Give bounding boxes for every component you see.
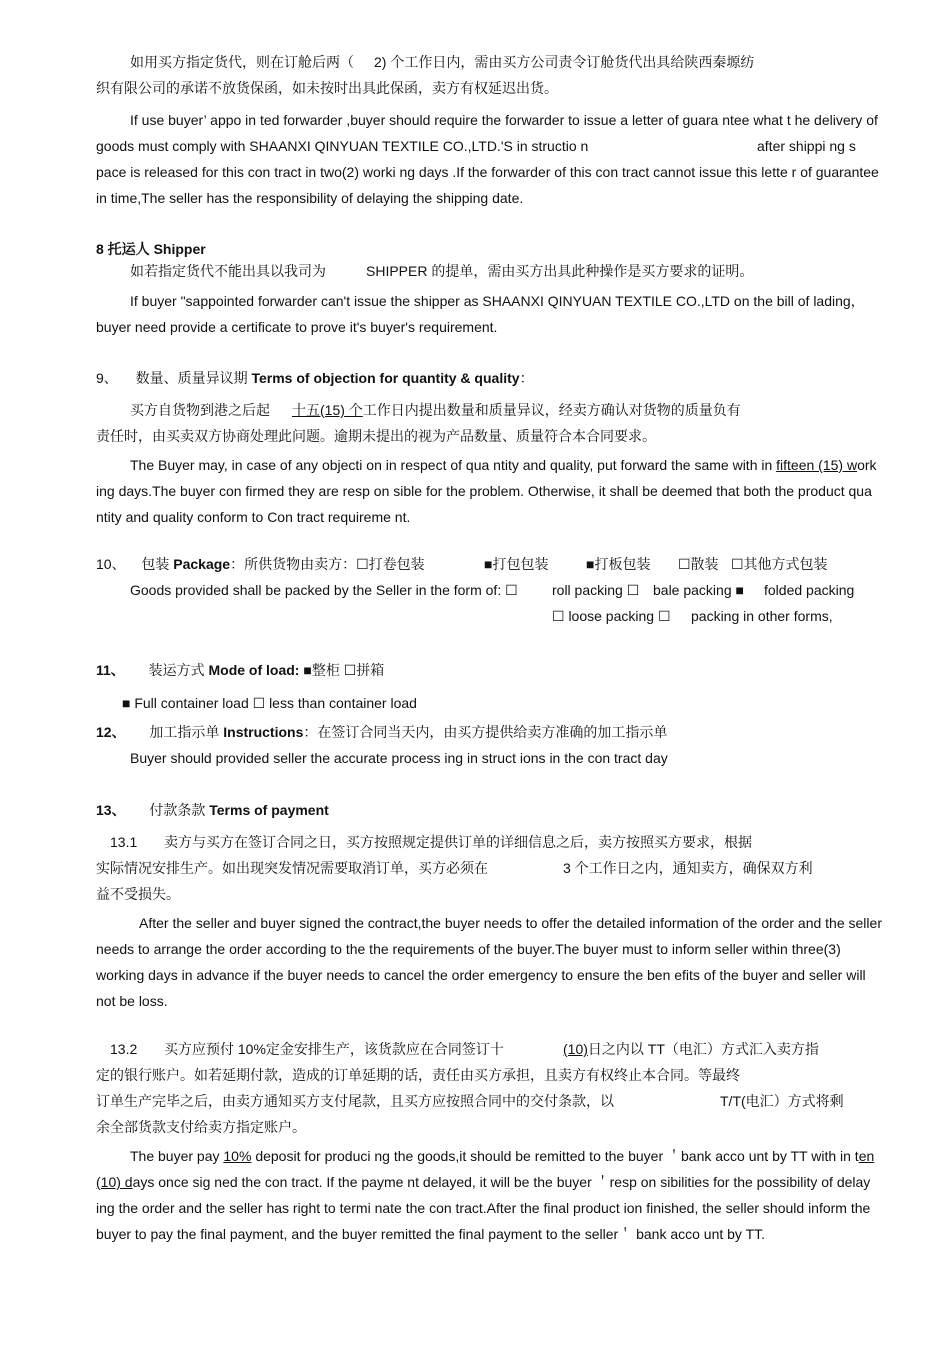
clause13-1-cn-line2b: 3 个工作日之内，通知卖方，确保双方利 [563,860,813,876]
clause9-en-line1-b: ork [857,457,877,473]
clause9-cn-line1-b: 工作日内提出数量和质量异议，经卖方确认对货物的质量负有 [362,402,741,418]
clause13-1-cn-line2a: 实际情况安排生产。如出现突发情况需要取消订单，买方必须在 [96,860,488,876]
clause13-1-en-line4: not be loss. [96,993,168,1009]
clause7-en-line2b: after shippi ng s [757,138,856,154]
clause13-2-cn-line1-tail: 日之内以 TT（电汇）方式汇入卖方指 [587,1041,819,1057]
clause9-en-line1 [130,456,877,474]
clause11-cn-option-lcl: ☐拼箱 [343,662,385,678]
clause13-2-en-deposit-percent: 10% [223,1148,252,1164]
clause7-en-line2a: goods must comply with SHAANXI QINYUAN TEXTILE CO.,LTD.'S in structio n [96,138,589,154]
clause11-heading [96,661,384,679]
clause13-2-en-line3: ing the order and the seller has right to termi nate the con tract.After the final product ion finished, the seller should inform the [96,1200,871,1216]
clause12-heading [96,723,667,741]
clause10-en-intro: Goods provided shall be packed by the Seller in the form of: ☐ [130,582,518,598]
clause12-en-line: Buyer should provided seller the accurate process ing in struct ions in the con tract day [130,750,668,766]
clause8-cn-line1a: 如若指定货代不能出具以我司为 [130,263,326,279]
clause13-2-cn-line3b: T/T(电汇）方式将剩 [720,1093,844,1109]
clause8-heading: 8 托运人 Shipper [96,241,206,257]
clause13-2-cn-line1b [563,1040,819,1058]
clause9-cn-line1-underline: 十五(15) 个 [292,402,363,418]
clause10-cn-option-loose: ☐散装 [678,556,719,572]
clause13-2-cn-line2: 定的银行账户。如若延期付款，造成的订单延期的话，责任由买方承担，且卖方有权终止本合同。等最终 [96,1067,740,1083]
clause10-cn-option-bale: ■打包包装 [484,556,549,572]
clause9-en-line3: ntity and quality conform to Con tract requireme nt. [96,509,411,525]
clause13-2-cn-underline: (10) [563,1041,588,1057]
clause7-en-line3: pace is released for this con tract in two(2) worki ng days .If the forwarder of this con tract cannot issue this lette r of guarantee [96,164,879,180]
clause13-2-en-line4: buyer to pay the final payment, and the buyer remitted the final payment to the seller＇ bank acco unt by TT. [96,1226,766,1242]
clause9-heading-num: 9、 [96,370,118,386]
clause11-label-cn: 装运方式 [148,662,205,678]
clause10-en-option-folded: folded packing [764,582,855,598]
clause9-cn-line2: 责任时，由买卖双方协商处理此问题。逾期未提出的视为产品数量、质量符合本合同要求。 [96,428,656,444]
clause13-heading [96,801,329,819]
clause8-cn-line1b: SHIPPER 的提单，需由买方出具此种操作是买方要求的证明。 [366,263,754,279]
clause13-2-cn-line4: 余全部货款支付给卖方指定账户。 [96,1119,306,1135]
clause13-2-en-line2-underline: (10) d [96,1174,133,1190]
clause7-cn-line1-a: 如用买方指定货代，则在订舱后两（ [130,54,354,70]
clause13-2-en-line2-b: ays once sig ned the con tract. If the payme nt delayed, it will be the buyer ＇resp on sibilities for the possibility of delay [132,1174,871,1190]
clause12-label-en: Instructions [223,724,304,740]
clause13-1-en-line3: working days in advance if the buyer needs to cancel the order emergency to ensure the ben efits of the buyer and seller will [96,967,866,983]
clause13-label-en: Terms of payment [209,802,329,818]
clause10-cn-option-pallet: ■打板包装 [586,556,651,572]
clause9-en-line2: ing days.The buyer con firmed they are resp on sible for the problem. Otherwise, it shall be deemed that both the product qua [96,483,872,499]
clause9-heading-colon: ： [519,370,534,386]
clause13-2-en-line1-a: The buyer pay [130,1148,220,1164]
clause7-en-line1: If use buyer’ appo in ted forwarder ,buyer should require the forwarder to issue a letter of guara ntee what t he delivery of [130,112,878,128]
clause9-heading-cn: 数量、质量异议期 [135,370,248,386]
clause13-2-en-line1-underline: en [858,1148,875,1164]
clause10-cn-option-roll: ☐打卷包装 [356,556,425,572]
clause8-en-line1: If buyer "sappointed forwarder can't issue the shipper as SHAANXI QINYUAN TEXTILE CO.,LTD on the bill of lading， [130,293,865,309]
clause9-cn-line1-a: 买方自货物到港之后起 [130,402,270,418]
clause10-en-option-other: packing in other forms, [691,608,833,624]
clause13-1-en-line1: After the seller and buyer signed the contract,the buyer needs to offer the detailed information of the order and the seller [139,915,882,931]
clause11-en-line: ■ Full container load ☐ less than container load [122,695,417,711]
clause13-label-cn: 付款条款 [149,802,206,818]
clause8-en-line2: buyer need provide a certificate to prove it's buyer's requirement. [96,319,498,335]
clause12-label-cn: 加工指示单 [149,724,220,740]
clause9-en-line1-underline: fifteen (15) w [776,457,858,473]
clause13-2-cn-line1a: 买方应预付 10%定金安排生产，该货款应在合同签订十 [164,1041,504,1057]
clause13-1-cn-line1: 卖方与买方在签订合同之日，买方按照规定提供订单的详细信息之后，卖方按照买方要求，根据 [164,834,752,850]
clause9-en-line1-a: The Buyer may, in case of any objecti on in respect of qua ntity and quality, put forward the same with in [130,457,773,473]
clause7-cn-line2: 织有限公司的承诺不放货保函，如未按时出具此保函，卖方有权延迟出货。 [96,80,558,96]
clause10-en-option-loose: ☐ loose packing ☐ [552,608,671,624]
clause7-cn-line1 [130,53,754,71]
clause13-2-cn-line3a: 订单生产完毕之后，由卖方通知买方支付尾款，且买方应按照合同中的交付条款，以 [96,1093,614,1109]
clause10-intro: ：所供货物由卖方： [230,556,357,572]
clause9-heading [96,369,534,387]
clause10-num: 10、 [96,556,126,572]
clause12-text-cn: ：在签订合同当天内，由买方提供给卖方准确的加工指示单 [303,724,668,740]
clause9-cn-line1 [130,401,741,419]
clause10-en-option-roll: roll packing ☐ [552,582,640,598]
clause13-1-num: 13.1 [110,834,138,850]
clause13-2-en-line1 [130,1147,874,1165]
clause13-2-en-line1-b: deposit for produci ng the goods,it should be remitted to the buyer ＇bank acco unt by TT with in t [255,1148,859,1164]
clause10-label-en: Package [173,556,231,572]
clause10-label-cn: 包装 [141,556,170,572]
clause11-cn-option-full: ■整柜 [303,662,340,678]
clause7-cn-line1-b: 2) 个工作日内，需由买方公司责令订舱货代出具给陕西秦塬纺 [374,54,755,70]
clause13-1-en-line2: needs to arrange the order according to the the requirements of the buyer.The buyer must to inform seller within three(3) [96,941,841,957]
clause12-num: 12、 [96,724,126,740]
clause10-cn-option-other: ☐其他方式包装 [731,556,828,572]
clause10-en-option-bale: bale packing ■ [653,582,744,598]
clause13-1-cn-line3: 益不受损失。 [96,886,180,902]
clause11-num: 11、 [96,662,125,678]
clause9-heading-en: Terms of objection for quantity & quality [251,370,520,386]
clause10-heading [96,555,425,573]
clause7-en-line4: in time,The seller has the responsibility of delaying the shipping date. [96,190,524,206]
clause11-label-en: Mode of load: [208,662,300,678]
clause13-num: 13、 [96,802,126,818]
clause13-2-en-line2 [96,1173,870,1191]
clause13-2-num: 13.2 [110,1041,138,1057]
